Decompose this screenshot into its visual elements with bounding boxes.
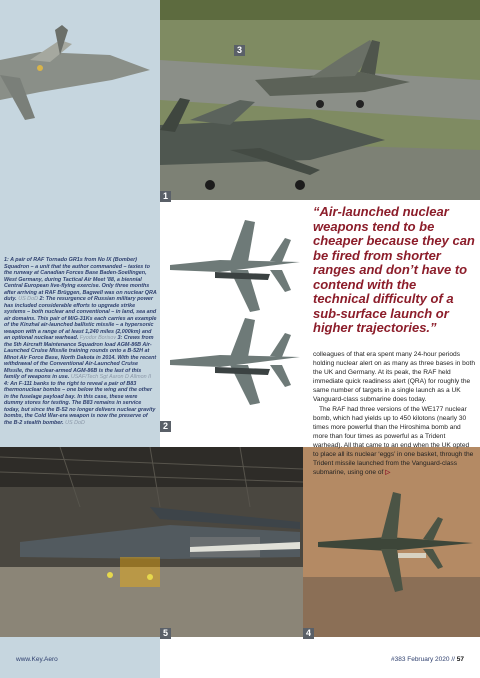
continue-arrow-icon: ▷ — [385, 469, 391, 477]
page-number: 57 — [456, 656, 464, 663]
caption-3-credit: USAF/Tech Sgt Aaron D Allmon II — [70, 374, 152, 380]
photo-tornado-nose — [0, 0, 160, 145]
caption-4: 4: An F-111 banks to the right to reveal a pair of B83 thermonuclear bombs – one below the wing and the other in the fuselage payload bay. In this case, these were dummy stores for testing. The B83 remains in service today, but since the B-52 no longer delivers nuclear gravity bombs, the Cold War-era weapon is now the preserve of the B-2 stealth bomber. — [4, 380, 156, 426]
caption-1-credit: US DoD — [18, 296, 38, 302]
caption-4-credit: US DoD — [65, 419, 85, 426]
caption-3: 3: Crews from the 5th Aircraft Maintenance Squadron load AGM-86B Air-Launched Cruise Missile training rounds onto a B-52H at Minot Air Force Base, North Dakota in 2014. With the recent withdrawal of the Conventional Air-Launched Cruise Missile, the nuclear-armed AGM-86B is the last of this family of weapons in use. — [4, 335, 157, 380]
photo-number-2: 2 — [160, 421, 171, 432]
footer-issue — [391, 656, 464, 663]
photo-number-3: 3 — [234, 45, 245, 56]
pull-quote: “Air-launched nuclear weapons tend to be cheaper because they can be fired from shorter ranges and don’t have to contend with the technical difficulty of a sub-surface launch or higher trajectories.” — [313, 204, 475, 335]
caption-2-credit: Fyodor Borisov — [79, 335, 117, 341]
photo-number-1: 1 — [160, 191, 171, 202]
caption-1: 1: A pair of RAF Tornado GR1s from No IX (Bomber) Squadron – a unit that the author commanded – taxies to the runway at Canadian Forces Base Baden-Soellingen, West Germany, during Tactical Air Meet '88, a biennial Central European live-flying exercise. Only three months after arriving at RAF Brüggen, Bagwell was on nuclear QRA duty. — [4, 257, 157, 302]
footer-issue-label: #383 February 2020 — [390, 656, 450, 663]
caption-2: 2: The resurgence of Russian military power has included considerable efforts to upgrade strike systems – both nuclear and conventional – in land, sea and air domains. This pair of MiG-31Ks each carries an example of the Kinzhal air-launched ballistic missile – a hypersonic weapon with a range of at least 1,240 miles (2,000km) and an optional nuclear warhead. — [4, 296, 157, 341]
body-paragraph-2 — [313, 405, 475, 478]
footer-website: www.Key.Aero — [16, 656, 58, 663]
photo-captions — [4, 257, 157, 426]
photo-mig31k-pair — [160, 200, 306, 420]
photo-tornado-taxi — [160, 0, 480, 200]
body-paragraph-1: colleagues of that era spent many 24-hour periods holding nuclear alert on as many as three bases in both the UK and Germany. At its peak, the RAF held immediate quick readiness alert (QRA) for roughly the same number of targets in a single launch as a UK Vanguard-class submarine does today. — [313, 351, 476, 404]
photo-b52-hangar — [0, 447, 303, 637]
photo-number-4: 4 — [303, 628, 314, 639]
photo-number-5: 5 — [160, 628, 171, 639]
footer-separator: // — [451, 656, 455, 663]
body-paragraph-2-text: The RAF had three versions of the WE177 nuclear bomb, which had yields up to 450 kilotons (nearly 30 times more powerful than the Hiroshima bomb and more than four times as powerful as a Trident warhead). All that came to an end when the UK opted to place all its nuclear ‘eggs’ in one basket, through the Trident missile launched from the Vanguard-class submarine, using one of — [313, 405, 474, 477]
article-body — [313, 350, 475, 477]
